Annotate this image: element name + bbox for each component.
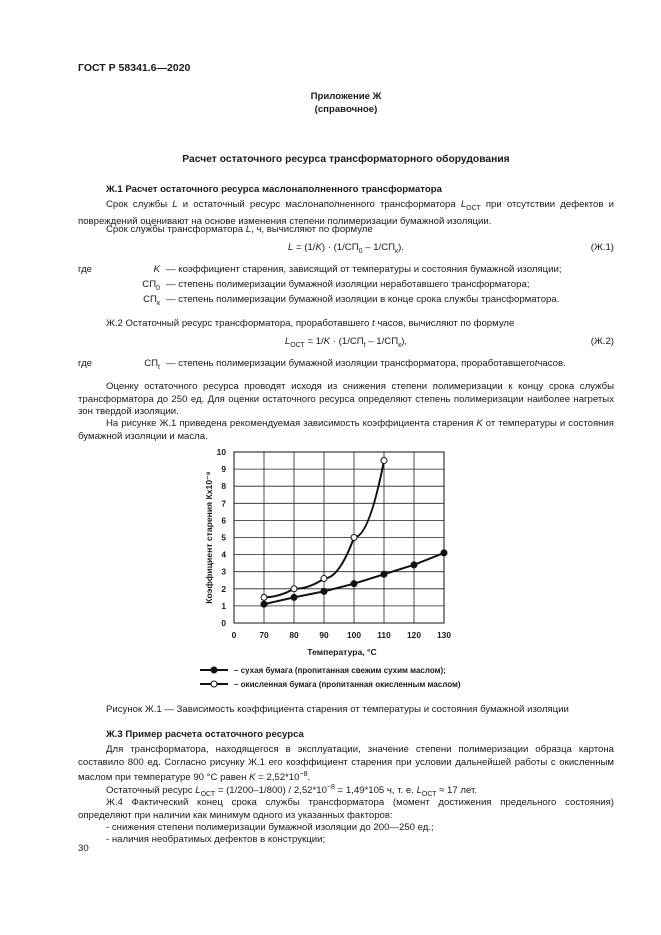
data-point [291,586,297,592]
chart-legend [200,666,461,689]
x-tick-label: 100 [347,630,361,640]
paragraph-service-life: Срок службы L и остаточный ресурс маслонаполненного трансформатора $L_{ОСТ}$ при отсутствии дефектов и повреждений оценивают на основе изменения степени полимеризации бумажной изоляции. [78,199,614,227]
y-tick-label: 3 [221,566,226,577]
data-point [411,562,417,568]
y-tick-label: 8 [221,481,226,492]
data-point [261,594,267,600]
x-axis-label: Температура, °С [307,647,377,657]
formula-zh1: $L = (1/K) \cdot (1/СП_0 - 1/СП_к)$. (Ж.1) [288,242,614,255]
paragraph-end-of-life: Ж.4 Фактический конец срока службы трансформатора (момент достижения предельного состояния) определяют при наличии как минимум одного из указанных факторов: [78,797,614,821]
y-tick-label: 9 [221,464,226,475]
appendix-note: (справочное) [314,104,378,115]
paragraph-formula-intro: Срок службы трансформатора L, ч, вычисляют по формуле [106,224,373,235]
formula-number: (Ж.1) [590,242,614,253]
x-tick-label: 130 [437,630,451,640]
page-number: 30 [78,843,89,854]
legend-label: – сухая бумага (пропитанная свежим сухим маслом); [234,666,446,675]
definition-spk: $СП_к$ — степень полимеризации бумажной изоляции в конце срока службы трансформатора. [143,294,560,307]
paragraph-assessment: Оценку остаточного ресурса проводят исходя из снижения степени полимеризации к концу срока службы трансформатора до 250 ед. Для оценки остаточного ресурса определяют степень полимеризации наиболее нагретых зон твердой изоляции. [78,381,614,418]
figure-caption: Рисунок Ж.1 — Зависимость коэффициента старения от температуры и состояния бумажной изоляции [106,704,569,715]
x-tick-label: 70 [259,630,269,640]
data-point [321,588,327,594]
y-tick-label: 2 [221,583,226,594]
paragraph-example: Для трансформатора, находящегося в эксплуатации, значение степени полимеризации образца картона составило 800 ед. Согласно рисунку Ж.1 его коэффициент старения при условии дальнейшей работы с окисленным маслом при температуре 90 °С равен $K = 2,52*10^{-8}$. [78,744,614,784]
data-point [441,550,447,556]
x-tick-label: 90 [319,630,329,640]
y-tick-label: 6 [221,515,226,526]
section-3-heading: Ж.3 Пример расчета остаточного ресурса [106,729,304,740]
paragraph-residual-intro: Ж.2 Остаточный ресурс трансформатора, проработавшего t часов, вычисляют по формуле [106,318,515,329]
x-tick-label: 110 [377,630,391,640]
data-point [351,581,357,587]
x-tick-label: 0 [231,630,237,640]
legend-marker [211,681,217,687]
document-header: ГОСТ Р 58341.6—2020 [78,62,191,74]
y-axis-label: Коэффициент старения Кх10⁻⁸ [204,471,214,604]
definition-sp0: $СП_0$ — степень полимеризации бумажной изоляции неработавшего трансформатора; [142,279,530,292]
data-point [261,601,267,607]
aging-coefficient-chart [190,440,490,698]
paragraph-figure-ref: На рисунке Ж.1 приведена рекомендуемая зависимость коэффициента старения K от температуры и состояния бумажной изоляции и масла. [78,418,614,442]
definition-k: где K — коэффициент старения, зависящий от температуры и состояния бумажной изоляции; [78,264,562,275]
y-tick-label: 10 [216,447,226,457]
list-item: - наличия необратимых дефектов в конструкции; [106,834,326,845]
definition-spt: где $СП_t$ — степень полимеризации бумажной изоляции трансформатора, проработавшего t часов. [78,358,566,371]
data-point [291,594,297,600]
paragraph-residual-result: Остаточный ресурс $L_{ОСТ} = (1/200-1/800) / 2,52*10^{-8} = 1,49*105$ ч, т. е. $L_{ОСТ} \approx 17$ лет. [106,784,477,799]
formula-zh2: $L_{ОСТ} = 1/K \cdot (1/СП_t - 1/СП_к)$, (Ж.2) [284,336,614,349]
data-point [381,571,387,577]
y-tick-label: 0 [221,618,226,628]
y-tick-label: 7 [221,498,226,509]
legend-marker [211,667,217,673]
x-tick-label: 120 [407,630,421,640]
x-tick-label: 80 [289,630,299,640]
y-tick-label: 1 [221,600,226,611]
section-1-heading: Ж.1 Расчет остаточного ресурса маслонаполненного трансформатора [106,184,442,195]
y-tick-label: 4 [221,549,226,560]
data-point [321,576,327,582]
y-tick-label: 5 [221,532,226,543]
formula-number: (Ж.2) [590,336,614,347]
data-point [351,535,357,541]
appendix-title: Приложение Ж [310,91,382,102]
chart-ticks [217,447,452,640]
legend-label: – окисленная бумага (пропитанная окисленным маслом) [234,680,461,689]
main-title: Расчет остаточного ресурса трансформаторного оборудования [182,154,510,165]
list-item: - снижения степени полимеризации бумажной изоляции до 200—250 ед.; [106,822,434,833]
data-point [381,458,387,464]
